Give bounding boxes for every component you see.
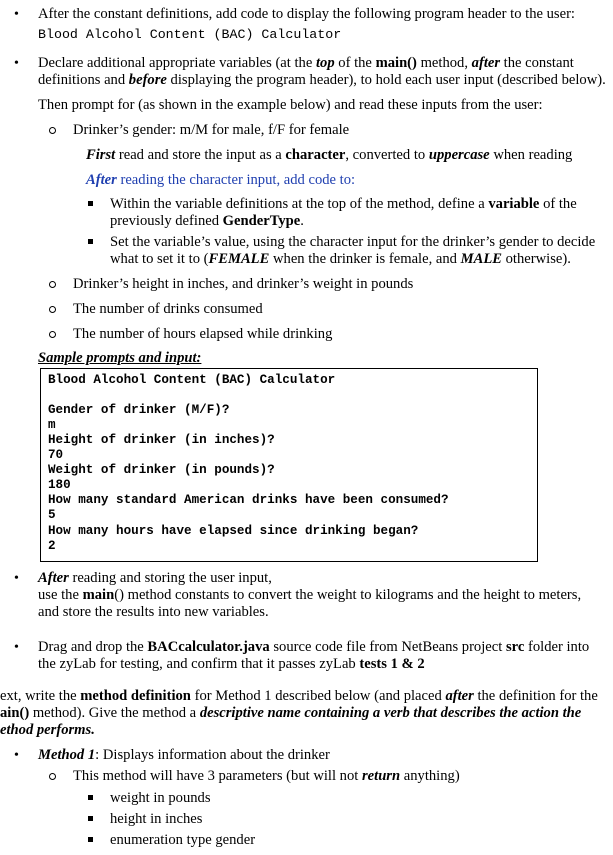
square-bullet-icon [88,239,93,244]
method-intro-line-1: ext, write the method definition for Method 1 described below (and placed after the definition for the [0,688,598,704]
bullet-icon: • [14,571,19,586]
sample-line: 180 [48,478,71,492]
convert-line-2: use the main() method constants to convert the weight to kilograms and the height to meters, [38,587,582,603]
input-item: Drinker’s height in inches, and drinker’s weight in pounds [73,276,414,292]
sample-heading: Sample prompts and input: [38,350,202,366]
bullet-icon: • [14,748,19,763]
gender-after: After reading the character input, add code to: [86,172,356,188]
header-code: Blood Alcohol Content (BAC) Calculator [38,27,342,42]
declare-line-1: Declare additional appropriate variables (at the top of the main() method, after the constant [38,55,574,71]
gender-bullet-1a: Within the variable definitions at the top of the method, define a variable of the [110,196,577,212]
sample-line: 70 [48,448,64,462]
circle-bullet-icon [49,281,56,288]
gender-bullet-2b: what to set it to (FEMALE when the drinker is female, and MALE otherwise). [110,251,571,267]
method1-title: Method 1: Displays information about the drinker [38,747,330,763]
param-item: enumeration type gender [110,832,256,848]
convert-line-1: After reading and storing the user input, [38,570,272,586]
declare-line-2: definitions and before displaying the program header), to hold each user input (described below). [38,72,606,88]
method1-params: This method will have 3 parameters (but will not return anything) [73,768,460,784]
convert-line-3: and store the results into new variables. [38,604,269,620]
circle-bullet-icon [49,127,56,134]
gender-title: Drinker’s gender: m/M for male, f/F for female [73,122,350,138]
sample-line: Gender of drinker (M/F)? [48,403,230,417]
method-intro-line-3: ethod performs. [0,722,95,738]
square-bullet-icon [88,201,93,206]
square-bullet-icon [88,795,93,800]
circle-bullet-icon [49,306,56,313]
header-instruction: After the constant definitions, add code to display the following program header to the user: [38,6,575,22]
square-bullet-icon [88,816,93,821]
circle-bullet-icon [49,331,56,338]
prompt-intro: Then prompt for (as shown in the example below) and read these inputs from the user: [38,97,543,113]
bullet-icon: • [14,640,19,655]
gender-bullet-2a: Set the variable’s value, using the character input for the drinker’s gender to decide [110,234,596,250]
gender-bullet-1b: previously defined GenderType. [110,213,304,229]
bullet-icon: • [14,7,19,22]
input-item: The number of hours elapsed while drinking [73,326,333,342]
sample-line: 5 [48,508,56,522]
method-intro-line-2: ain() method). Give the method a descriptive name containing a verb that describes the action the [0,705,582,721]
sample-line: Weight of drinker (in pounds)? [48,463,275,477]
dragdrop-line-2: the zyLab for testing, and confirm that it passes zyLab tests 1 & 2 [38,656,425,672]
dragdrop-line-1: Drag and drop the BACcalculator.java source code file from NetBeans project src folder into [38,639,590,655]
sample-line: Height of drinker (in inches)? [48,433,275,447]
square-bullet-icon [88,837,93,842]
sample-line: m [48,418,56,432]
sample-line: How many standard American drinks have been consumed? [48,493,449,507]
circle-bullet-icon [49,773,56,780]
sample-line: How many hours have elapsed since drinking began? [48,524,419,538]
input-item: The number of drinks consumed [73,301,263,317]
param-item: height in inches [110,811,203,827]
bullet-icon: • [14,56,19,71]
sample-line: Blood Alcohol Content (BAC) Calculator [48,373,336,387]
sample-line: 2 [48,539,56,553]
gender-read: First read and store the input as a character, converted to uppercase when reading [86,147,573,163]
param-item: weight in pounds [110,790,211,806]
